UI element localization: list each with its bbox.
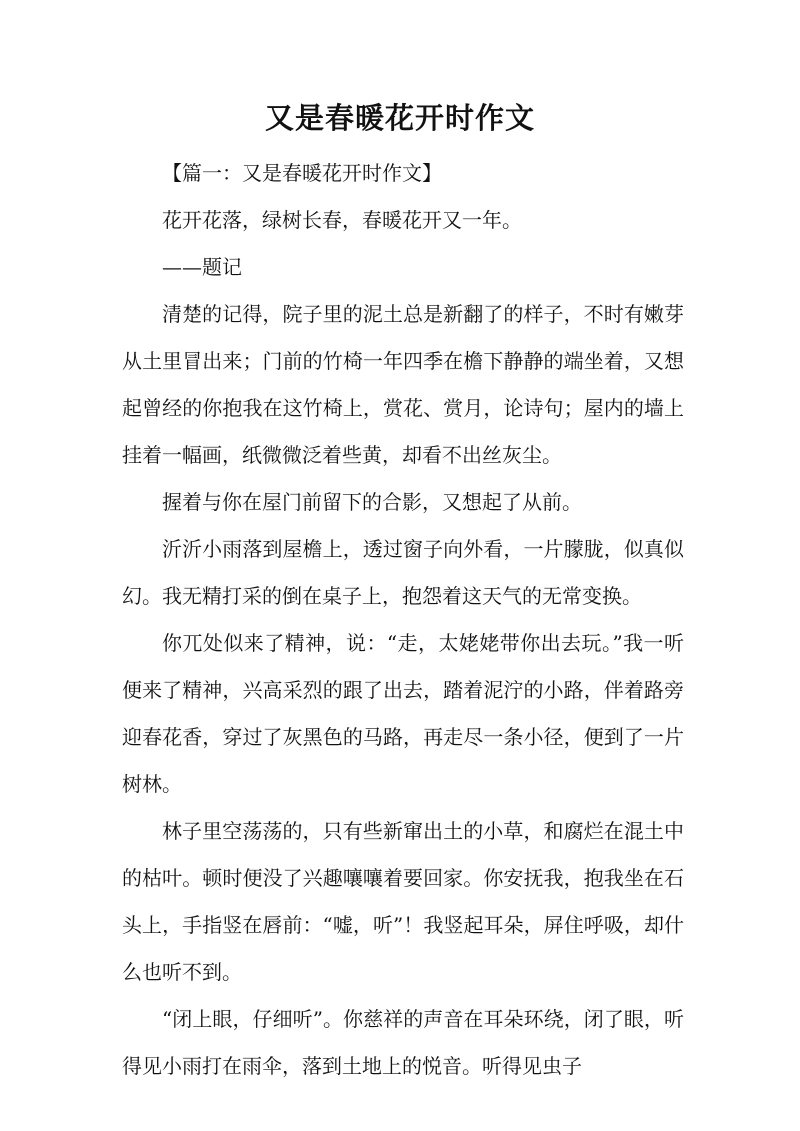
paragraph: 林子里空荡荡的，只有些新窜出土的小草，和腐烂在混土中的枯叶。顿时便没了兴趣嚷嚷着要回家。你安抚我，抱我坐在石头上，手指竖在唇前：“嘘，听”！我竖起耳朵，屏住呼吸，却什么也听不到。 [122, 819, 684, 984]
paragraph: 握着与你在屋门前留下的合影，又想起了从前。 [162, 490, 582, 514]
paragraph: 清楚的记得，院子里的泥土总是新翻了的样子，不时有嫩芽从土里冒出来；门前的竹椅一年四季在檐下静静的端坐着，又想起曾经的你抱我在这竹椅上，赏花、赏月，论诗句；屋内的墙上挂着一幅画，纸微微泛着些黄，却看不出丝灰尘。 [122, 302, 684, 467]
section-heading: 【篇一：又是春暖花开时作文】 [162, 161, 442, 185]
paragraph: “闭上眼，仔细听”。你慈祥的声音在耳朵环绕，闭了眼，听得见小雨打在雨伞，落到土地上的悦音。听得见虫子 [122, 1007, 684, 1078]
document-title: 又是春暖花开时作文 [264, 101, 535, 135]
paragraph: 花开花落，绿树长春，春暖花开又一年。 [162, 208, 522, 232]
document-body [122, 150, 684, 1090]
epigraph-attribution: ——题记 [162, 255, 242, 279]
paragraph: 你兀处似来了精神，说：“走，太姥姥带你出去玩。”我一听便来了精神，兴高采烈的跟了出去，踏着泥泞的小路，伴着路旁迎春花香，穿过了灰黑色的马路，再走尽一条小径，便到了一片树林。 [122, 631, 684, 796]
paragraph: 沂沂小雨落到屋檐上，透过窗子向外看，一片朦胧，似真似幻。我无精打采的倒在桌子上，抱怨着这天气的无常变换。 [122, 537, 684, 608]
